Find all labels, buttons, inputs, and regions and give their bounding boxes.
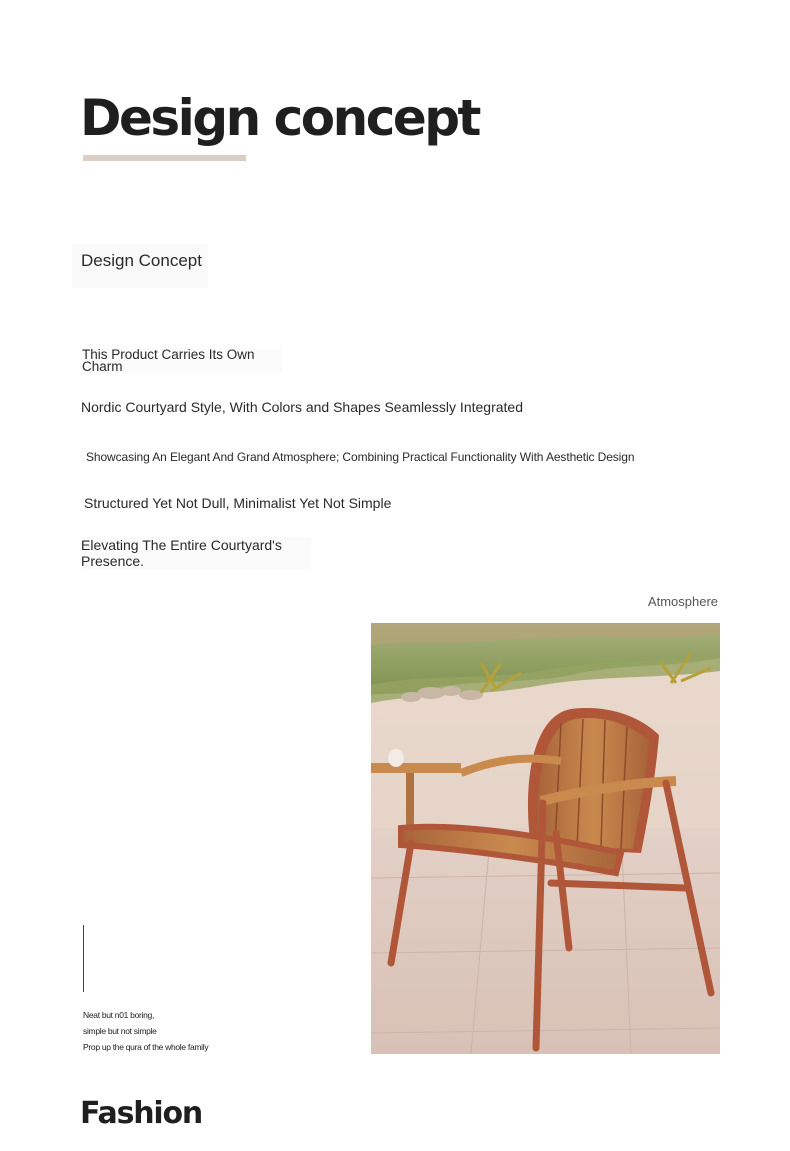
showcasing-text: Showcasing An Elegant And Grand Atmosphere; Combining Practical Functionality With Aesthetic Design	[86, 450, 635, 464]
page-title: Design concept	[80, 89, 479, 147]
title-underline	[83, 155, 246, 161]
vertical-divider	[83, 925, 84, 992]
structured-text: Structured Yet Not Dull, Minimalist Yet Not Simple	[84, 495, 392, 511]
elevating-text: Elevating The Entire Courtyard's Presence.	[81, 537, 311, 569]
subheading: Design Concept	[81, 251, 202, 270]
atmosphere-label: Atmosphere	[647, 594, 718, 609]
charm-text: This Product Carries Its Own Charm	[82, 349, 282, 373]
nordic-style-text: Nordic Courtyard Style, With Colors and Shapes Seamlessly Integrated	[81, 399, 523, 415]
tagline-line-3: Prop up the qura of the whole family	[83, 1042, 209, 1052]
chair-photo	[371, 623, 720, 1054]
tagline-block	[83, 1007, 208, 1055]
fashion-heading: Fashion	[80, 1096, 203, 1131]
tagline-line-2: simple but not simple	[83, 1026, 157, 1036]
tagline-line-1: Neat but n01 boring,	[83, 1010, 155, 1020]
